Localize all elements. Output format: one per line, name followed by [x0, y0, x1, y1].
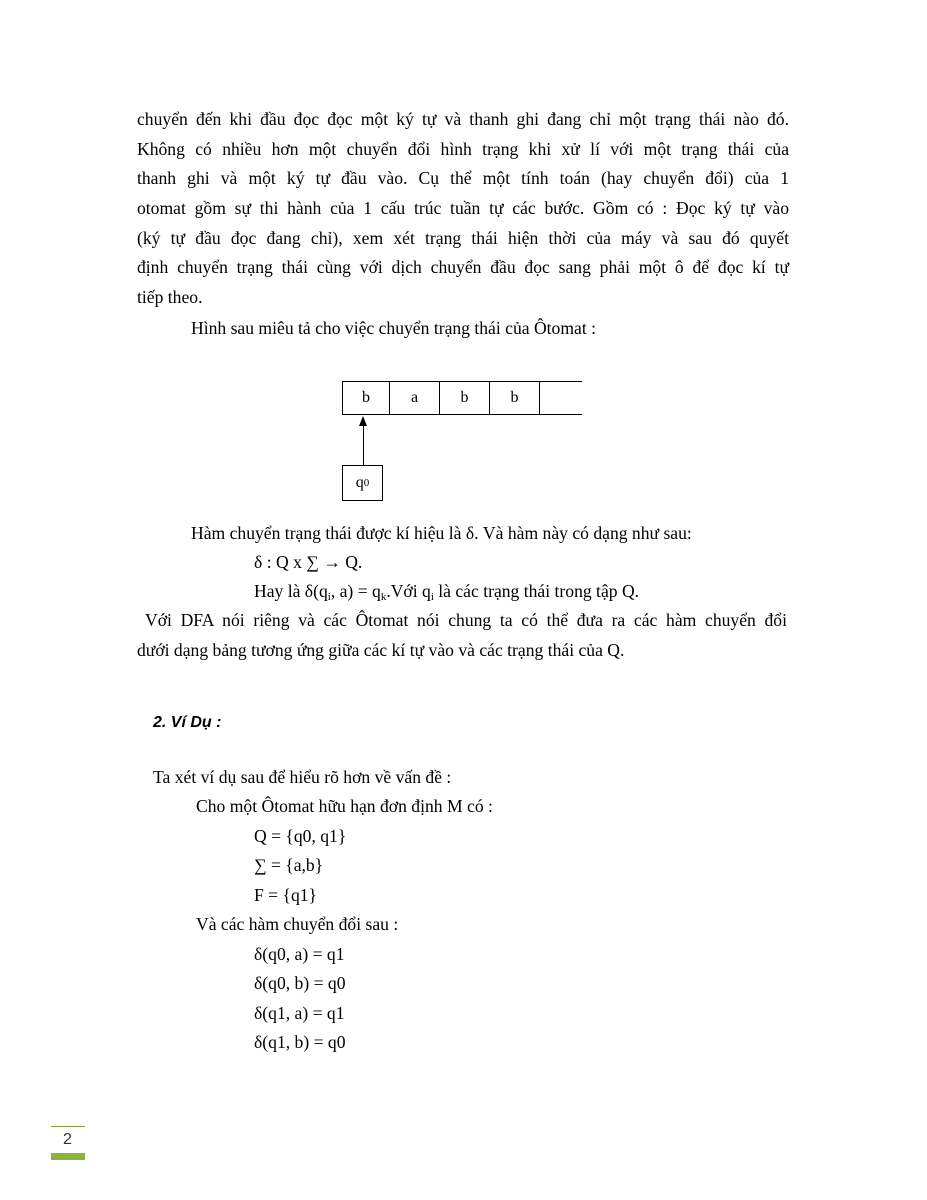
set-definition: F = {q1} [254, 885, 317, 905]
set-definition: Q = {q0, q1} [254, 826, 347, 846]
tape-cell: b [342, 381, 390, 415]
paragraph-line: Không có nhiều hơn một chuyển đổi hình trạng khi xử lí với một trạng thái của [137, 139, 789, 159]
page-number-bar [51, 1153, 85, 1160]
section-heading: 2. Ví Dụ : [153, 714, 222, 731]
example-given: Cho một Ôtomat hữu hạn đơn định M có : [196, 796, 493, 816]
state-subscript: 0 [363, 477, 370, 489]
input-tape [342, 381, 582, 415]
paragraph-line: định chuyển trạng thái cùng với dịch chuyển đầu đọc sang phải một ô để đọc kí tự [137, 257, 789, 277]
paragraph-line: chuyển đến khi đầu đọc đọc một ký tự và thanh ghi đang chỉ một trạng thái nào đó. [137, 109, 789, 129]
figure-intro: Hình sau miêu tả cho việc chuyển trạng thái của Ôtomat : [191, 318, 597, 338]
page-number-rule [51, 1126, 85, 1127]
set-definition: ∑ = {a,b} [254, 855, 324, 875]
transition-signature: δ : Q x ∑ → Q. [254, 552, 363, 572]
state-box [342, 465, 383, 501]
tape-cell: a [390, 381, 440, 415]
transition-rule: δ(q0, b) = q0 [254, 973, 346, 993]
formula-part: .Với q [386, 581, 431, 601]
transition-form [254, 581, 639, 603]
formula-part: là các trạng thái trong tập Q. [433, 581, 640, 601]
example-intro: Ta xét ví dụ sau để hiểu rõ hơn về vấn đề : [153, 767, 452, 787]
formula-part: Hay là δ(q [254, 581, 328, 601]
paragraph-line: otomat gồm sự thi hành của 1 cấu trúc tuần tự các bước. Gồm có : Đọc ký tự vào [137, 198, 789, 218]
tape-cell: b [440, 381, 490, 415]
transition-rule: δ(q1, b) = q0 [254, 1032, 346, 1052]
transition-intro: Hàm chuyển trạng thái được kí hiệu là δ. Và hàm này có dạng như sau: [191, 523, 692, 543]
formula-part: , a) = q [330, 581, 381, 601]
transition-rule: δ(q1, a) = q1 [254, 1003, 345, 1023]
paragraph-line: tiếp theo. [137, 287, 203, 307]
transitions-intro: Và các hàm chuyển đổi sau : [196, 914, 399, 934]
tape-cell: b [490, 381, 540, 415]
dfa-line: Với DFA nói riêng và các Ôtomat nói chung ta có thể đưa ra các hàm chuyển đổi [145, 610, 787, 630]
tape-cell-empty [540, 381, 582, 415]
state-label: q [355, 474, 364, 491]
formula-sub: i [430, 591, 434, 603]
paragraph-line: (ký tự đầu đọc đang chỉ), xem xét trạng thái hiện thời của máy và sau đó quyết [137, 228, 789, 248]
formula-sub: i [327, 591, 331, 603]
read-head-arrow [363, 420, 364, 465]
dfa-line: dưới dạng bảng tương ứng giữa các kí tự vào và các trạng thái của Q. [137, 640, 625, 660]
transition-rule: δ(q0, a) = q1 [254, 944, 345, 964]
formula-sub: k [380, 591, 387, 603]
paragraph-line: thanh ghi và một ký tự đầu vào. Cụ thể một tính toán (hay chuyển đổi) của 1 [137, 168, 789, 188]
page-number: 2 [63, 1131, 72, 1148]
arrow-head-icon [359, 416, 367, 426]
